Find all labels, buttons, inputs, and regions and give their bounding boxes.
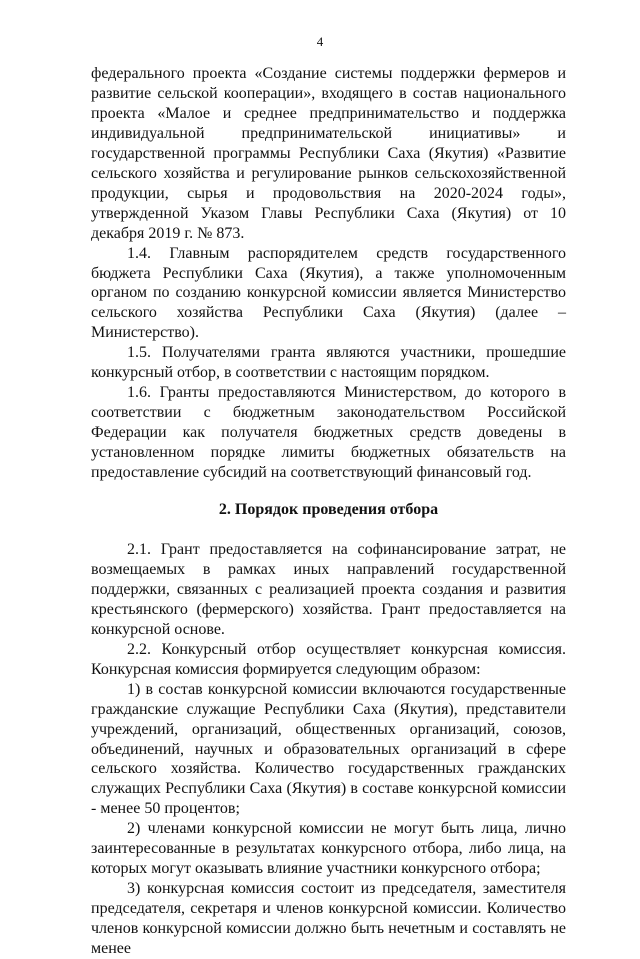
list-item-1: 1) в состав конкурсной комиссии включаются государственные гражданские служащие Республики Саха (Якутия), представители учреждений, организаций, общественных организаций, союзов, объединений, научных и образовательных организаций в сфере сельского хозяйства. Количество государственных гражданских служащих Республики Саха (Якутия) в составе конкурсной комиссии - менее 50 процентов; <box>91 680 566 818</box>
paragraph-2-1: 2.1. Грант предоставляется на софинансирование затрат, не возмещаемых в рамках иных направлений государственной поддержки, связанных с реализацией проекта создания и развития крестьянского (фермерского) хозяйства. Грант предоставляется на конкурсной основе. <box>91 540 566 638</box>
paragraph-1-6: 1.6. Гранты предоставляются Министерством, до которого в соответствии с бюджетным законодательством Российской Федерации как получателя бюджетных средств доведены в установленном порядке лимиты бюджетных обязательств на предоставление субсидий на соответствующий финансовый год. <box>91 384 566 482</box>
paragraph-2-2: 2.2. Конкурсный отбор осуществляет конкурсная комиссия. Конкурсная комиссия формируется следующим образом: <box>91 640 566 678</box>
document-body <box>91 64 566 959</box>
section-heading: 2. Порядок проведения отбора <box>218 501 439 519</box>
list-item-2: 2) членами конкурсной комиссии не могут быть лица, лично заинтересованные в результатах конкурсного отбора, либо лица, на которых могут оказывать влияние участники конкурсного отбора; <box>91 820 566 878</box>
paragraph-1-4: 1.4. Главным распорядителем средств государственного бюджета Республики Саха (Якутия), а также уполномоченным органом по созданию конкурсной комиссии является Министерство сельского хозяйства Республики Саха (Якутия) (далее – Министерство). <box>91 244 566 342</box>
page-number: 4 <box>316 34 324 49</box>
paragraph-1-5: 1.5. Получателями гранта являются участники, прошедшие конкурсный отбор, в соответствии с настоящим порядком. <box>91 344 566 382</box>
paragraph-continuation: федерального проекта «Создание системы поддержки фермеров и развитие сельской кооперации», входящего в состав национального проекта «Малое и среднее предпринимательство и поддержка индивидуальной предпринимательской инициативы» и государственной программы Республики Саха (Якутия) «Развитие сельского хозяйства и регулирование рынков сельскохозяйственной продукции, сырья и продовольствия на 2020-2024 годы», утвержденной Указом Главы Республики Саха (Якутия) от 10 декабря 2019 г. № 873. <box>91 65 566 242</box>
list-item-3: 3) конкурсная комиссия состоит из председателя, заместителя председателя, секретаря и членов конкурсной комиссии. Количество членов конкурсной комиссии должно быть нечетным и составлять не менее <box>91 880 566 958</box>
